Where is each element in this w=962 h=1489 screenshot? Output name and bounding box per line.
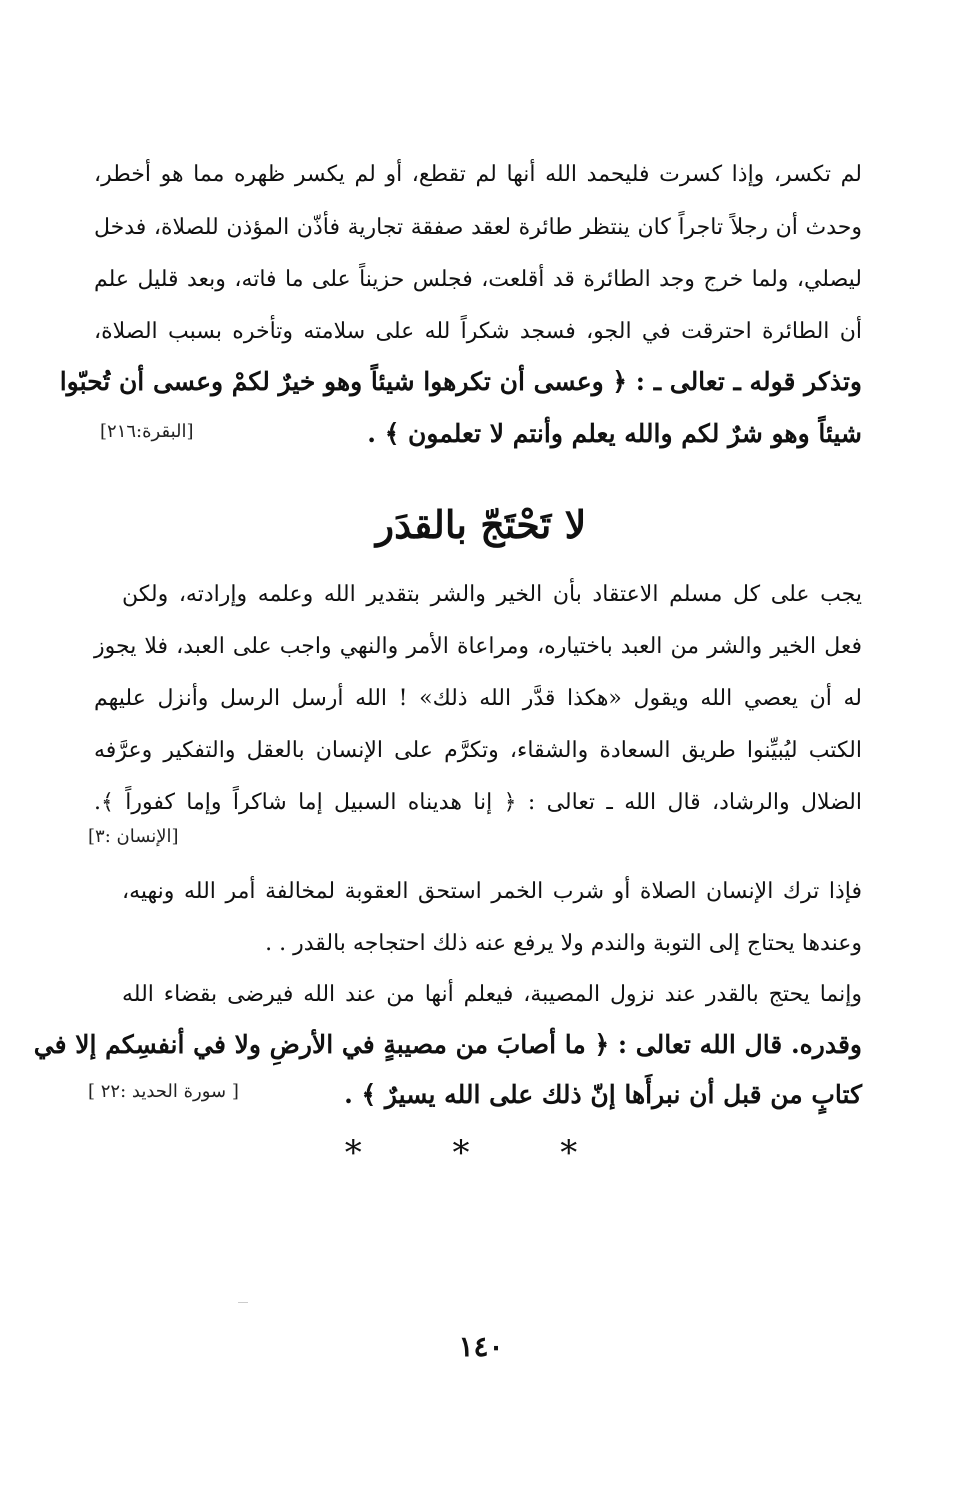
text-line: لم تكسر، وإذا كسرت فليحمد الله أنها لم تقطع، أو لم يكسر ظهره مما هو أخطر، — [94, 162, 862, 187]
quran-verse-line: وتذكر قوله ـ تعالى ـ : ﴿ وعسى أن تكرهوا شيئاً وهو خيرٌ لكمْ وعسى أن تُحبّوا — [59, 367, 862, 396]
verse-reference: [ سورة الحديد :٢٢ ] — [88, 1081, 239, 1102]
section-heading: لا تَحْتَجّ بالقدَر — [375, 502, 587, 547]
quran-verse-line: وقدره. قال الله تعالى : ﴿ ما أصابَ من مصيبةٍ في الأرضِ ولا في أنفسِكم إلا في — [33, 1030, 862, 1059]
text-line: وإنما يحتج بالقدر عند نزول المصيبة، فيعلم أنها من عند الله فيرضى بقضاء الله — [122, 982, 862, 1007]
verse-reference: [البقرة:٢١٦] — [100, 421, 194, 442]
text-line: أن الطائرة احترقت في الجو، فسجد شكراً لله على سلامته وتأخره بسبب الصلاة، — [94, 319, 862, 344]
text-line: ليصلي، ولما خرج وجد الطائرة قد أقلعت، فجلس حزيناً على ما فاته، وبعد قليل علم — [94, 267, 862, 292]
quran-verse-line: كتابٍ من قبل أن نبرأَها إنّ ذلك على الله يسيرٌ ﴾ . — [344, 1080, 862, 1109]
page-number: ١٤٠ — [458, 1330, 504, 1363]
text-line: فعل الخير والشر من العبد باختياره، ومراعاة الأمر والنهي واجب على العبد، فلا يجوز — [94, 634, 862, 659]
text-line: الضلال والرشاد، قال الله ـ تعالى : ﴿ إنا هديناه السبيل إما شاكراً وإما كفوراً ﴾. — [94, 790, 862, 815]
text-line: يجب على كل مسلم الاعتقاد بأن الخير والشر بتقدير الله وعلمه وإرادته، ولكن — [122, 582, 862, 607]
text-line: فإذا ترك الإنسان الصلاة أو شرب الخمر استحق العقوبة لمخالفة أمر الله ونهيه، — [122, 879, 862, 904]
section-separator: * * * — [344, 1133, 618, 1173]
text-line: الكتب ليُبيِّنوا طريق السعادة والشقاء، وتكرَّم على الإنسان بالعقل والتفكير وعرَّفه — [94, 738, 862, 763]
text-line: وحدث أن رجلاً تاجراً كان ينتظر طائرة لعقد صفقة تجارية فأذّن المؤذن للصلاة، فدخل — [94, 215, 862, 240]
divider — [238, 1302, 248, 1303]
text-line: له أن يعصي الله ويقول «هكذا قدَّر الله ذلك» ! الله أرسل الرسل وأنزل عليهم — [94, 686, 862, 711]
quran-verse-line: شيئاً وهو شرٌ لكم والله يعلم وأنتم لا تعلمون ﴾ . — [367, 419, 862, 448]
verse-reference: [الإنسان :٣] — [88, 826, 179, 847]
text-line: وعندها يحتاج إلى التوبة والندم ولا يرفع عنه ذلك احتجاجه بالقدر . . — [265, 931, 862, 956]
